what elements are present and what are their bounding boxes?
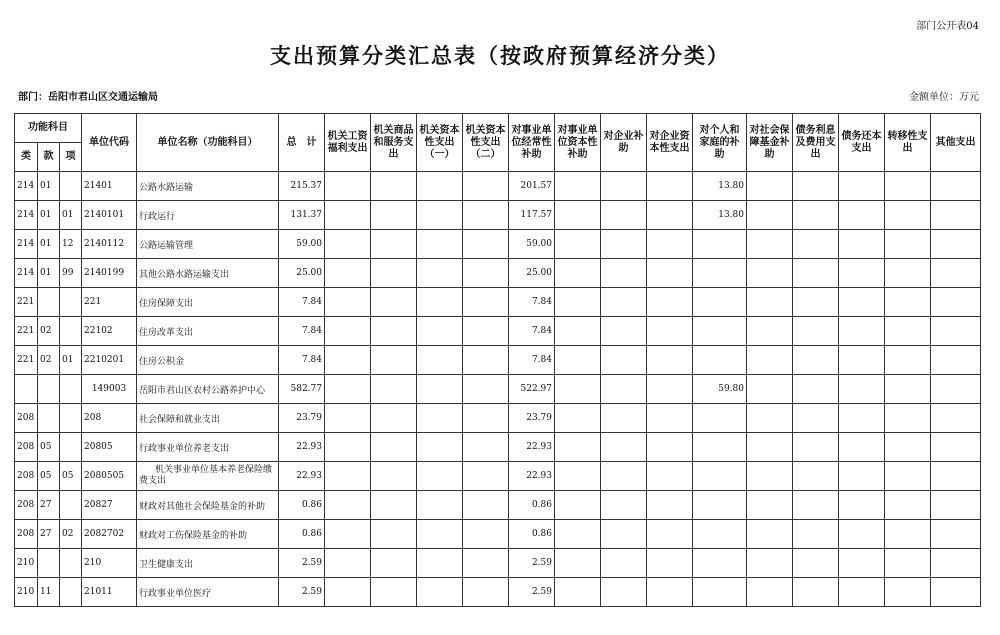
total-cell: 23.79: [279, 404, 325, 433]
table-row: [15, 172, 981, 201]
lei-cell: 208: [15, 520, 38, 549]
col-header: 机关资本性支出（一）: [417, 114, 463, 172]
table-row: [15, 549, 981, 578]
value-cell: 201.57: [509, 172, 555, 201]
name-cell: 行政运行: [137, 201, 279, 230]
table-row: [15, 201, 981, 230]
code-cell: 2140101: [82, 201, 137, 230]
xiang-cell: [60, 433, 82, 462]
name-cell: 住房改革支出: [137, 317, 279, 346]
value-cell: 2.59: [509, 549, 555, 578]
value-cell: 0.86: [509, 491, 555, 520]
value-cell: 13.80: [693, 172, 747, 201]
value-cell: 7.84: [509, 346, 555, 375]
code-cell: 221: [82, 288, 137, 317]
unit-code-header: 单位代码: [82, 114, 137, 172]
kuan-cell: 27: [38, 491, 60, 520]
table-row: [15, 520, 981, 549]
xiang-cell: [60, 404, 82, 433]
lei-cell: 208: [15, 433, 38, 462]
col-header: 对事业单位经常性补助: [509, 114, 555, 172]
value-cell: [693, 520, 747, 549]
unit-name-header: 单位名称（功能科目）: [137, 114, 279, 172]
name-cell: 社会保障和就业支出: [137, 404, 279, 433]
xiang-cell: [60, 317, 82, 346]
code-cell: 210: [82, 549, 137, 578]
xiang-cell: 01: [60, 201, 82, 230]
value-cell: 59.80: [693, 375, 747, 404]
amount-unit-label: 金额单位：万元: [909, 92, 979, 103]
code-cell: 20827: [82, 491, 137, 520]
col-header: 债务还本支出: [839, 114, 885, 172]
value-cell: 7.84: [509, 317, 555, 346]
value-cell: 117.57: [509, 201, 555, 230]
col-header: 债务利息及费用支出: [793, 114, 839, 172]
lei-cell: 221: [15, 346, 38, 375]
code-cell: 2082702: [82, 520, 137, 549]
xiang-cell: [60, 375, 82, 404]
value-cell: 25.00: [509, 259, 555, 288]
kuan-cell: [38, 288, 60, 317]
department-label: 部门：岳阳市君山区交通运输局: [18, 92, 158, 103]
kuan-cell: 01: [38, 259, 60, 288]
total-cell: 59.00: [279, 230, 325, 259]
total-header: 总 计: [279, 114, 325, 172]
name-cell: 其他公路水路运输支出: [137, 259, 279, 288]
value-cell: 0.86: [509, 520, 555, 549]
kuan-cell: 02: [38, 346, 60, 375]
value-cell: [693, 317, 747, 346]
total-cell: 25.00: [279, 259, 325, 288]
table-row: [15, 462, 981, 491]
name-cell: [137, 462, 279, 491]
total-cell: 215.37: [279, 172, 325, 201]
table-row: [15, 491, 981, 520]
name-cell: 财政对工伤保险基金的补助: [137, 520, 279, 549]
form-number: 部门公开表04: [916, 21, 979, 32]
kuan-cell: 02: [38, 317, 60, 346]
value-cell: [693, 230, 747, 259]
name-line: 机关事业单位基本养老保险缴: [155, 465, 273, 475]
total-cell: 7.84: [279, 288, 325, 317]
col-header: 机关商品和服务支出: [371, 114, 417, 172]
name-cell: 住房公积金: [137, 346, 279, 375]
value-cell: 23.79: [509, 404, 555, 433]
value-cell: [693, 259, 747, 288]
value-cell: 59.00: [509, 230, 555, 259]
total-cell: 582.77: [279, 375, 325, 404]
total-cell: 0.86: [279, 491, 325, 520]
name-cell: 公路运输管理: [137, 230, 279, 259]
col-header: 机关资本性支出（二）: [463, 114, 509, 172]
table-row: [15, 230, 981, 259]
xiang-cell: 02: [60, 520, 82, 549]
lei-cell: 208: [15, 404, 38, 433]
name-cell: 公路水路运输: [137, 172, 279, 201]
col-header: 对个人和家庭的补助: [693, 114, 747, 172]
col-header: 转移性支出: [885, 114, 931, 172]
total-cell: 22.93: [279, 433, 325, 462]
total-cell: 2.59: [279, 549, 325, 578]
xiang-cell: 99: [60, 259, 82, 288]
name-cell: 岳阳市君山区农村公路养护中心: [137, 375, 279, 404]
total-cell: 7.84: [279, 346, 325, 375]
page-title: 支出预算分类汇总表（按政府预算经济分类）: [270, 43, 730, 68]
col-header: 对企业资本性支出: [647, 114, 693, 172]
kuan-cell: [38, 375, 60, 404]
code-cell: 2080505: [82, 462, 137, 491]
col-header: 对社会保障基金补助: [747, 114, 793, 172]
value-cell: 522.97: [509, 375, 555, 404]
name-cell: 住房保障支出: [137, 288, 279, 317]
lei-cell: 210: [15, 578, 38, 607]
col-header: 机关工资福利支出: [325, 114, 371, 172]
xiang-cell: [60, 491, 82, 520]
xiang-cell: [60, 578, 82, 607]
table-row: [15, 317, 981, 346]
kuan-cell: 01: [38, 172, 60, 201]
col-header: 对事业单位资本性补助: [555, 114, 601, 172]
lei-cell: 214: [15, 172, 38, 201]
lei-cell: 214: [15, 201, 38, 230]
kuan-cell: 01: [38, 201, 60, 230]
name-cell: 卫生健康支出: [137, 549, 279, 578]
xiang-cell: [60, 549, 82, 578]
value-cell: [693, 462, 747, 491]
value-cell: [693, 404, 747, 433]
xiang-cell: 01: [60, 346, 82, 375]
lei-cell: 208: [15, 491, 38, 520]
lei-cell: 221: [15, 288, 38, 317]
xiang-cell: [60, 172, 82, 201]
code-cell: 2140199: [82, 259, 137, 288]
table-row: [15, 375, 981, 404]
lei-cell: 208: [15, 462, 38, 491]
name-cell: 行政事业单位养老支出: [137, 433, 279, 462]
table-row: [15, 259, 981, 288]
xiang-cell: 12: [60, 230, 82, 259]
lei-cell: 221: [15, 317, 38, 346]
table-row: [15, 346, 981, 375]
value-cell: [693, 578, 747, 607]
kuan-cell: [38, 404, 60, 433]
xiang-cell: [60, 288, 82, 317]
table-row: [15, 288, 981, 317]
value-cell: [693, 549, 747, 578]
total-cell: 7.84: [279, 317, 325, 346]
value-cell: 2.59: [509, 578, 555, 607]
value-cell: 22.93: [509, 433, 555, 462]
lei-cell: 214: [15, 259, 38, 288]
total-cell: 2.59: [279, 578, 325, 607]
lei-cell: [15, 375, 38, 404]
value-cell: [693, 288, 747, 317]
code-cell: 22102: [82, 317, 137, 346]
xiang-header: 项: [60, 143, 82, 172]
total-cell: 131.37: [279, 201, 325, 230]
kuan-cell: 05: [38, 433, 60, 462]
table-row: [15, 404, 981, 433]
value-cell: 13.80: [693, 201, 747, 230]
code-cell: 208: [82, 404, 137, 433]
budget-table: [14, 113, 981, 607]
value-cell: [693, 433, 747, 462]
table-row: [15, 433, 981, 462]
value-cell: 7.84: [509, 288, 555, 317]
code-cell: 21401: [82, 172, 137, 201]
value-cell: 22.93: [509, 462, 555, 491]
total-cell: 0.86: [279, 520, 325, 549]
kuan-header: 款: [38, 143, 60, 172]
table-row: [15, 578, 981, 607]
code-cell: 20805: [82, 433, 137, 462]
xiang-cell: 05: [60, 462, 82, 491]
lei-cell: 210: [15, 549, 38, 578]
kuan-cell: 11: [38, 578, 60, 607]
name-cell: 行政事业单位医疗: [137, 578, 279, 607]
code-cell: 2210201: [82, 346, 137, 375]
kuan-cell: 27: [38, 520, 60, 549]
code-cell: 2140112: [82, 230, 137, 259]
lei-cell: 214: [15, 230, 38, 259]
kuan-cell: [38, 549, 60, 578]
name-line: 费支出: [139, 476, 167, 486]
lei-header: 类: [15, 143, 38, 172]
func-subject-header: 功能科目: [15, 114, 82, 143]
kuan-cell: 01: [38, 230, 60, 259]
col-header: 其他支出: [931, 114, 981, 172]
value-cell: [693, 346, 747, 375]
total-cell: 22.93: [279, 462, 325, 491]
code-cell: 149003: [82, 375, 137, 404]
code-cell: 21011: [82, 578, 137, 607]
col-header: 对企业补助: [601, 114, 647, 172]
value-cell: [693, 491, 747, 520]
kuan-cell: 05: [38, 462, 60, 491]
name-cell: 财政对其他社会保险基金的补助: [137, 491, 279, 520]
